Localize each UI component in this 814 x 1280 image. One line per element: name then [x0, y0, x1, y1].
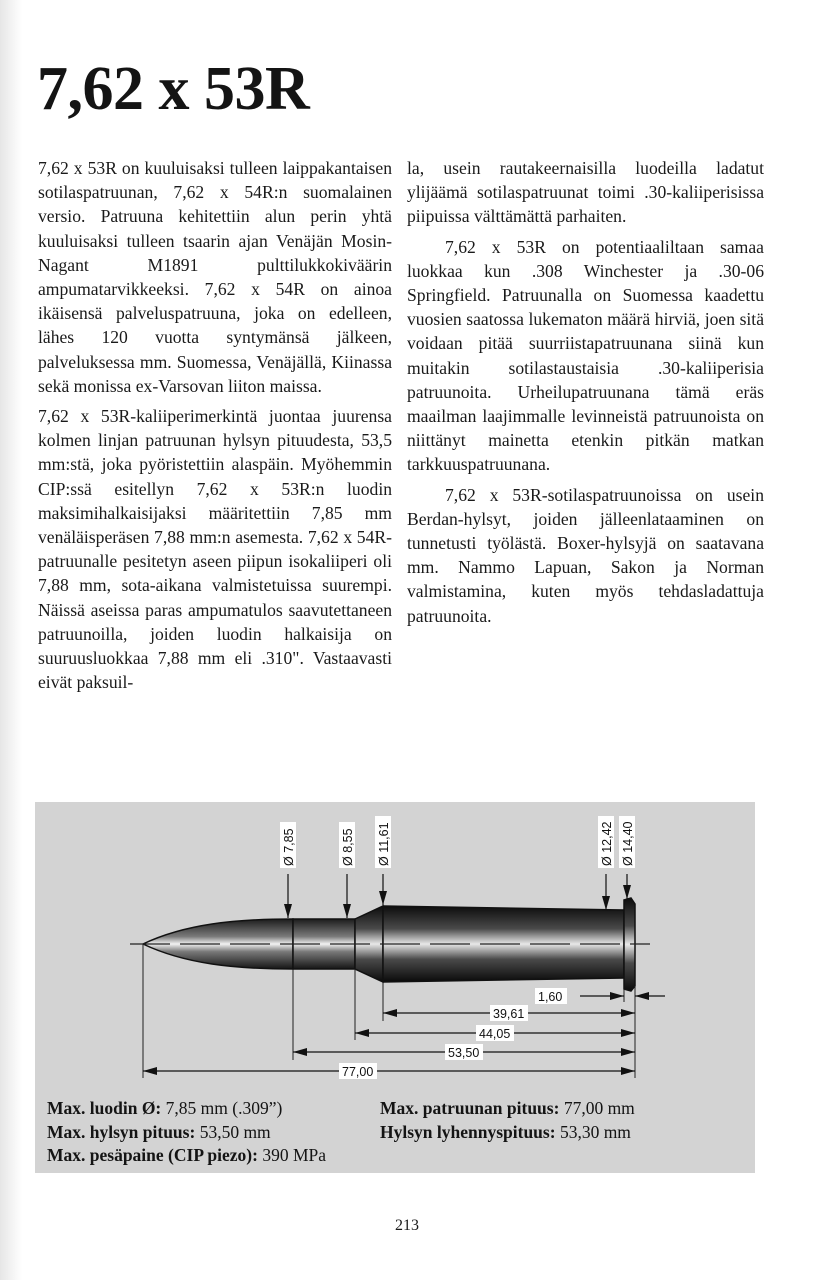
page-edge-shadow	[0, 0, 22, 1280]
page-title: 7,62 x 53R	[37, 55, 310, 123]
diameter-label-shoulder: Ø 11,61	[377, 822, 391, 866]
spec-trim-length: Hylsyn lyhennyspituus: 53,30 mm	[380, 1121, 631, 1142]
length-label-shoulder-base: 39,61	[493, 1007, 525, 1021]
paragraph: 7,62 x 53R on kuuluisaksi tulleen laippakantaisen sotilaspatruunan, 7,62 x 54R:n suomalainen versio. Patruuna kehitettiin alun perin yhtä kuuluisaksi tulleen tsaarin ajan Venäjän Mosin-Nagant M1891 pulttilukkokiväärin ampumatarvikkeeksi. 7,62 x 54R on ainoa ikäisensä palveluspatruuna, joka on edelleen, lähes 120 vuotta syntymänsä jälkeen, palveluksessa mm. Suomessa, Venäjällä, Kiinassa sekä monissa ex-Varsovan liiton maissa.	[38, 158, 392, 396]
diameter-label-rim: Ø 14,40	[621, 821, 635, 866]
spec-overall-length: Max. patruunan pituus: 77,00 mm	[380, 1098, 635, 1118]
length-dimension-lines	[143, 996, 665, 1071]
right-text-column	[407, 156, 764, 634]
spec-max-pressure: Max. pesäpaine (CIP piezo): 390 MPa	[47, 1145, 327, 1165]
page-number: 213	[395, 1217, 419, 1234]
diameter-label-base: Ø 12,42	[600, 821, 614, 866]
diameter-labels	[280, 816, 635, 868]
diameter-label-bullet: Ø 7,85	[282, 828, 296, 866]
left-text-column	[38, 156, 392, 700]
paragraph: 7,62 x 53R-kaliiperimerkintä juontaa juurensa kolmen linjan patruunan hylsyn pituudesta, 53,5 mm:stä, joka pyöristettiin alaspäin. Myöhemmin CIP:ssä esitellyn 7,62 x 53R:n luodin maksimihalkaisijaksi määritettiin 7,85 mm venäläisperäsen 7,88 mm:n asemesta. 7,62 x 54R-patruunalle pesitetyn aseen piipun isokaliiperi oli 7,88 mm, sota-aikana valmistetuissa suurempi. Näissä aseissa paras ampumatulos saavutettaneen patruunoilla, joiden luodin halkaisija on suuruusluokkaa 7,88 mm eli .310". Vastaavasti eivät paksuil-	[38, 406, 392, 693]
paragraph: la, usein rautakeernaisilla luodeilla ladatut ylijäämä sotilaspatruunat toimi .30-kaliiperisissa piipuissa välttämättä parhaiten.	[407, 158, 764, 227]
specs-right	[380, 1097, 635, 1144]
spec-bullet-diameter: Max. luodin Ø: 7,85 mm (.309”)	[47, 1098, 283, 1118]
length-label-case: 53,50	[448, 1046, 480, 1060]
spec-case-length: Max. hylsyn pituus: 53,50 mm	[47, 1121, 271, 1142]
paragraph: 7,62 x 53R-sotilaspatruunoissa on usein Berdan-hylsyt, joiden jälleenlataaminen on tunnetusti työlästä. Boxer-hylsyjä on saatavana mm. Nammo Lapuan, Sakon ja Norman valmistamina, kuten myös tehdasladattuja patruunoita.	[407, 484, 764, 626]
length-label-rim: 1,60	[538, 990, 563, 1004]
length-label-overall: 77,00	[342, 1065, 374, 1079]
length-label-neck-base: 44,05	[479, 1027, 511, 1041]
specs-left	[47, 1097, 326, 1168]
diameter-label-neck: Ø 8,55	[341, 828, 355, 866]
paragraph: 7,62 x 53R on potentiaaliltaan samaa luokkaa kun .308 Winchester ja .30-06 Springfield. Patruunalla on Suomessa kaadettu vuosien saatossa lukematon määrä hirviä, joen sitä voidaan pitää suurriistapatruunana siinä kun muitakin sotilastaustaisia .30-kaliiperisia patruunoita. Urheilupatruunana tämä eräs maailman laajimmalle levinneistä patruunoista on niittänyt mainetta etenkin pitkän matkan tarkkuuspatruunana.	[407, 236, 764, 475]
